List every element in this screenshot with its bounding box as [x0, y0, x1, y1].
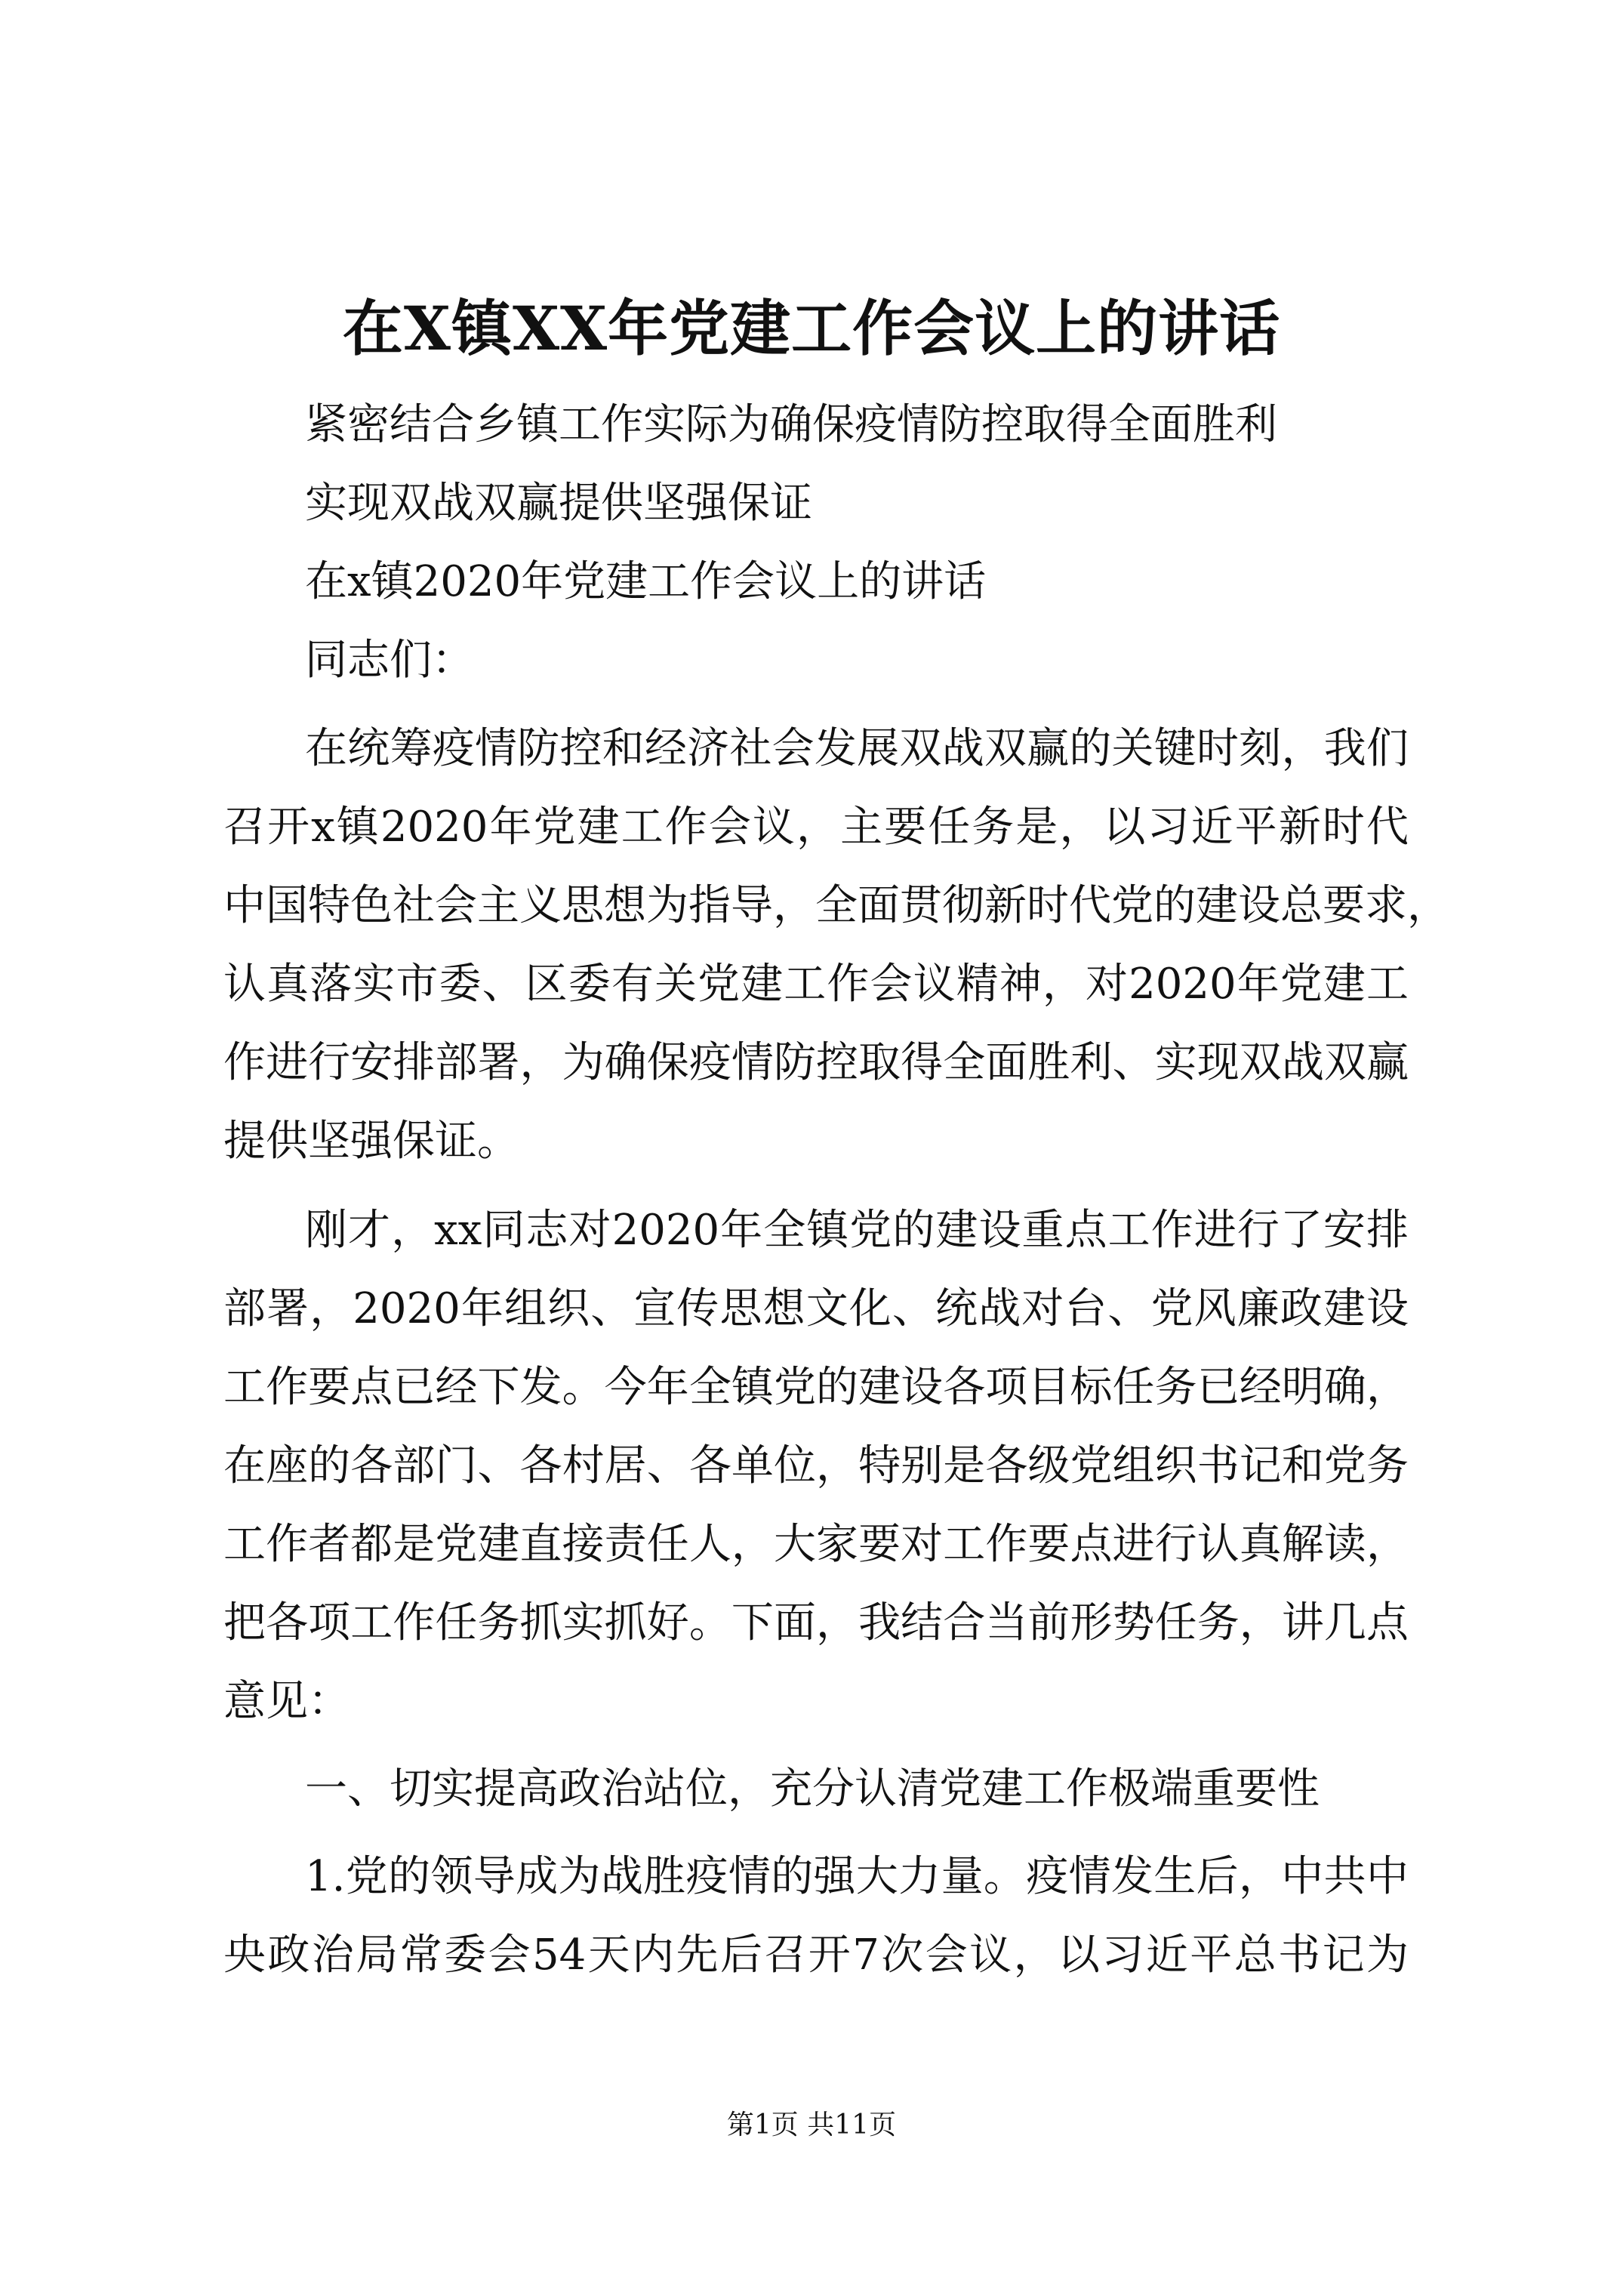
- paragraph-3-line-1: 1.党的领导成为战胜疫情的强大力量。疫情发生后，中共中: [305, 1852, 1409, 1901]
- paragraph-2-line-3: 工作要点已经下发。今年全镇党的建设各项目标任务已经明确，: [223, 1363, 1409, 1412]
- page-number-footer: 第1页 共11页: [726, 2110, 897, 2140]
- paragraph-2-line-6: 把各项工作任务抓实抓好。下面，我结合当前形势任务，讲几点: [223, 1598, 1409, 1647]
- document-title: 在X镇XX年党建工作会议上的讲话: [342, 293, 1281, 364]
- paragraph-1-line-4: 认真落实市委、区委有关党建工作会议精神，对2020年党建工: [223, 960, 1409, 1009]
- paragraph-2-line-1: 刚才，xx同志对2020年全镇党的建设重点工作进行了安排: [305, 1206, 1409, 1255]
- paragraph-1-line-2: 召开x镇2020年党建工作会议，主要任务是，以习近平新时代: [223, 803, 1409, 852]
- section-1-heading: 一、切实提高政治站位，充分认清党建工作极端重要性: [305, 1764, 1320, 1814]
- subtitle-line-1: 紧密结合乡镇工作实际为确保疫情防控取得全面胜利: [305, 400, 1277, 449]
- paragraph-2-line-2: 部署，2020年组织、宣传思想文化、统战对台、党风廉政建设: [223, 1284, 1409, 1333]
- paragraph-1-line-6: 提供坚强保证。: [223, 1117, 519, 1166]
- paragraph-2-line-7: 意见：: [223, 1677, 350, 1726]
- paragraph-3-line-2: 央政治局常委会54天内先后召开7次会议，以习近平总书记为: [223, 1931, 1409, 1980]
- paragraph-1-line-1: 在统筹疫情防控和经济社会发展双战双赢的关键时刻，我们: [305, 724, 1409, 773]
- paragraph-2-line-5: 工作者都是党建直接责任人，大家要对工作要点进行认真解读，: [223, 1520, 1409, 1569]
- subtitle-line-2: 实现双战双赢提供坚强保证: [305, 479, 812, 528]
- paragraph-1-line-3: 中国特色社会主义思想为指导，全面贯彻新时代党的建设总要求，: [223, 881, 1449, 930]
- paragraph-1-line-5: 作进行安排部署，为确保疫情防控取得全面胜利、实现双战双赢: [223, 1038, 1409, 1087]
- subtitle-line-3: 在x镇2020年党建工作会议上的讲话: [305, 557, 987, 606]
- salutation: 同志们：: [305, 636, 474, 685]
- paragraph-2-line-4: 在座的各部门、各村居、各单位，特别是各级党组织书记和党务: [223, 1441, 1409, 1490]
